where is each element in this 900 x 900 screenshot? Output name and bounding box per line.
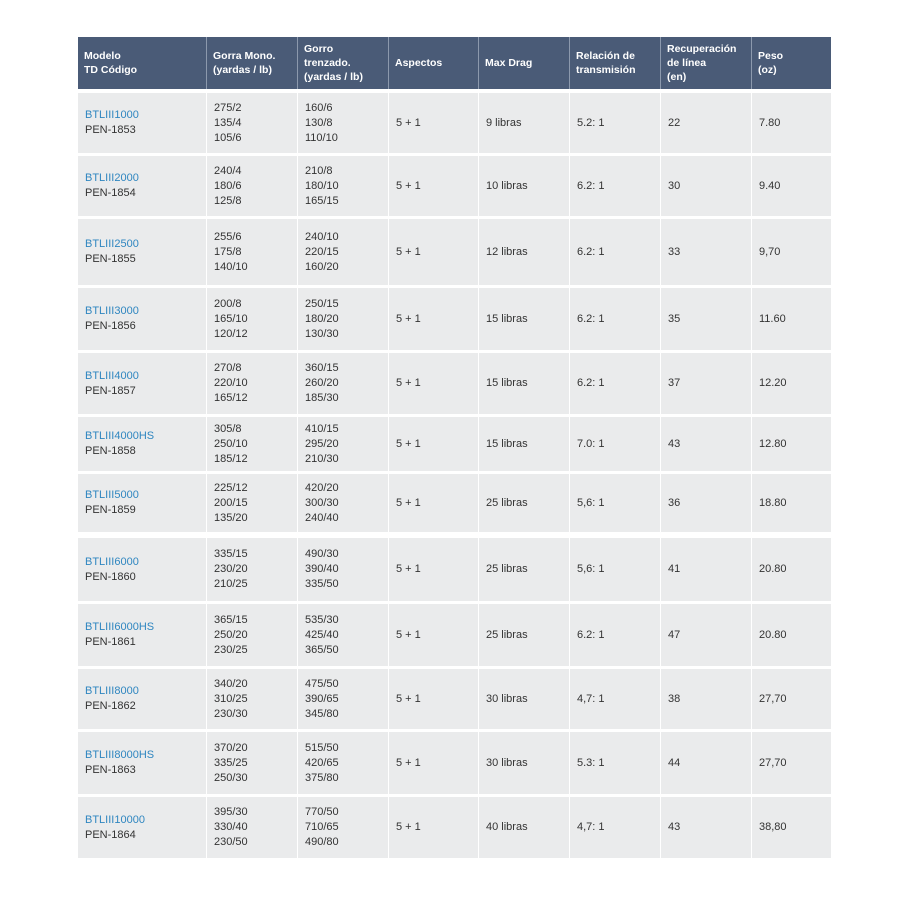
gear-ratio-cell: 6.2: 1 xyxy=(570,353,661,414)
model-stack xyxy=(85,748,154,778)
max-drag-cell: 15 libras xyxy=(479,417,570,471)
mono-stack xyxy=(214,101,242,146)
model-cell xyxy=(78,604,207,666)
model-cell xyxy=(78,797,207,858)
line-recovery-cell: 30 xyxy=(661,156,752,216)
model-stack xyxy=(85,620,154,650)
mono-stack xyxy=(214,230,248,275)
mono-capacity-value: 125/8 xyxy=(214,194,242,207)
header-line: (oz) xyxy=(758,64,777,76)
aspects-cell: 5 + 1 xyxy=(389,93,479,153)
model-stack xyxy=(85,429,154,459)
mono-capacity-cell xyxy=(207,732,298,794)
braid-capacity-cell xyxy=(298,797,389,858)
model-code: PEN-1860 xyxy=(85,570,136,583)
aspects-cell: 5 + 1 xyxy=(389,156,479,216)
mono-capacity-cell xyxy=(207,604,298,666)
max-drag-cell: 30 libras xyxy=(479,732,570,794)
braid-capacity-value: 185/30 xyxy=(305,392,339,404)
header-line: Max Drag xyxy=(485,57,533,69)
model-link[interactable]: BTLIII6000 xyxy=(85,555,139,568)
braid-capacity-value: 250/15 xyxy=(305,297,339,310)
mono-capacity-value: 185/12 xyxy=(214,452,248,465)
table-row xyxy=(78,353,831,414)
model-stack xyxy=(85,369,139,399)
weight-cell: 27,70 xyxy=(759,756,787,769)
braid-stack xyxy=(305,805,339,850)
mono-capacity-value: 200/8 xyxy=(214,297,242,310)
max-drag-cell: 25 libras xyxy=(479,538,570,601)
aspects-cell: 5 + 1 xyxy=(389,288,479,350)
header-line: Modelo xyxy=(84,50,121,62)
header-line: Recuperación xyxy=(667,43,737,55)
weight-cell: 27,70 xyxy=(759,692,787,705)
braid-capacity-cell xyxy=(298,219,389,285)
braid-capacity-value: 160/6 xyxy=(305,101,333,114)
line-recovery-cell: 47 xyxy=(661,604,752,666)
header-ratio xyxy=(570,37,661,89)
max-drag-cell: 10 libras xyxy=(479,156,570,216)
model-code: PEN-1857 xyxy=(85,384,136,397)
braid-capacity-cell xyxy=(298,156,389,216)
gear-ratio-cell: 4,7: 1 xyxy=(570,797,661,858)
weight-cell: 38,80 xyxy=(759,821,787,833)
mono-capacity-value: 275/2 xyxy=(214,101,242,114)
mono-capacity-cell xyxy=(207,288,298,350)
braid-capacity-value: 490/80 xyxy=(305,836,339,848)
header-mono xyxy=(207,37,298,89)
mono-capacity-value: 305/8 xyxy=(214,422,242,435)
header-model xyxy=(78,37,207,89)
table-header xyxy=(78,37,831,89)
aspects-cell: 5 + 1 xyxy=(389,474,479,532)
model-stack xyxy=(85,304,139,334)
weight-cell: 9.40 xyxy=(759,179,781,192)
braid-capacity-cell xyxy=(298,474,389,532)
weight-cell: 18.80 xyxy=(759,496,787,509)
mono-capacity-value: 230/20 xyxy=(214,563,248,575)
braid-capacity-value: 240/10 xyxy=(305,230,339,243)
model-code: PEN-1853 xyxy=(85,124,136,136)
line-recovery-cell: 37 xyxy=(661,353,752,414)
mono-capacity-cell xyxy=(207,417,298,471)
braid-capacity-value: 130/30 xyxy=(305,327,339,340)
model-code: PEN-1856 xyxy=(85,320,136,332)
max-drag-cell: 15 libras xyxy=(479,353,570,414)
braid-capacity-value: 180/20 xyxy=(305,312,339,325)
braid-capacity-value: 425/40 xyxy=(305,628,339,641)
braid-capacity-value: 295/20 xyxy=(305,437,339,450)
model-code: PEN-1864 xyxy=(85,828,136,841)
braid-capacity-value: 535/30 xyxy=(305,613,339,626)
max-drag-cell: 9 libras xyxy=(479,93,570,153)
model-link[interactable]: BTLIII4000HS xyxy=(85,430,155,442)
mono-capacity-value: 175/8 xyxy=(214,245,242,258)
table-row xyxy=(78,474,831,532)
aspects-cell: 5 + 1 xyxy=(389,353,479,414)
table-row xyxy=(78,669,831,729)
model-cell xyxy=(78,417,207,471)
header-line: Gorra Mono. xyxy=(213,50,276,62)
braid-capacity-value: 260/20 xyxy=(305,377,339,389)
mono-capacity-cell xyxy=(207,219,298,285)
mono-capacity-value: 210/25 xyxy=(214,578,248,590)
model-code: PEN-1858 xyxy=(85,445,136,457)
mono-stack xyxy=(214,547,248,592)
mono-capacity-value: 270/8 xyxy=(214,362,242,374)
gear-ratio-cell: 7.0: 1 xyxy=(570,417,661,471)
weight-cell: 7.80 xyxy=(759,116,781,129)
max-drag-cell: 40 libras xyxy=(479,797,570,858)
model-code: PEN-1859 xyxy=(85,504,136,516)
line-recovery-cell: 44 xyxy=(661,732,752,794)
table-row xyxy=(78,417,831,471)
mono-capacity-value: 335/25 xyxy=(214,756,248,769)
mono-capacity-value: 335/15 xyxy=(214,548,248,560)
mono-stack xyxy=(214,677,248,722)
braid-stack xyxy=(305,613,339,658)
model-stack xyxy=(85,108,139,138)
mono-capacity-cell xyxy=(207,669,298,729)
aspects-cell: 5 + 1 xyxy=(389,538,479,601)
mono-stack xyxy=(214,741,248,786)
model-cell xyxy=(78,219,207,285)
mono-capacity-cell xyxy=(207,353,298,414)
line-recovery-cell: 43 xyxy=(661,797,752,858)
braid-capacity-value: 515/50 xyxy=(305,741,339,754)
braid-capacity-cell xyxy=(298,538,389,601)
header-braid xyxy=(298,37,389,89)
table-row xyxy=(78,538,831,601)
braid-capacity-cell xyxy=(298,604,389,666)
mono-capacity-value: 310/25 xyxy=(214,692,248,705)
braid-stack xyxy=(305,677,339,722)
mono-capacity-value: 395/30 xyxy=(214,806,248,818)
model-link[interactable]: BTLIII5000 xyxy=(85,489,139,501)
braid-capacity-cell xyxy=(298,732,389,794)
mono-capacity-value: 180/6 xyxy=(214,179,242,192)
header-line: Relación de xyxy=(576,50,635,62)
braid-capacity-value: 420/65 xyxy=(305,756,339,769)
line-recovery-cell: 22 xyxy=(661,93,752,153)
model-stack xyxy=(85,684,139,714)
model-cell xyxy=(78,353,207,414)
header-line: (en) xyxy=(667,71,687,83)
gear-ratio-cell: 6.2: 1 xyxy=(570,156,661,216)
max-drag-cell: 25 libras xyxy=(479,474,570,532)
table-row xyxy=(78,604,831,666)
mono-capacity-value: 165/10 xyxy=(214,312,248,325)
model-link[interactable]: BTLIII4000 xyxy=(85,369,139,382)
header-weight xyxy=(752,37,831,89)
gear-ratio-cell: 6.2: 1 xyxy=(570,219,661,285)
model-link[interactable]: BTLIII8000 xyxy=(85,685,139,697)
braid-capacity-value: 360/15 xyxy=(305,362,339,374)
braid-capacity-value: 180/10 xyxy=(305,179,339,192)
braid-stack xyxy=(305,547,339,592)
header-line: Gorro trenzado. xyxy=(304,43,351,69)
model-code: PEN-1862 xyxy=(85,700,136,712)
braid-capacity-value: 130/8 xyxy=(305,116,333,129)
braid-stack xyxy=(305,361,339,406)
model-code: PEN-1863 xyxy=(85,764,136,776)
model-cell xyxy=(78,288,207,350)
gear-ratio-cell: 5,6: 1 xyxy=(570,474,661,532)
braid-capacity-value: 365/50 xyxy=(305,643,339,656)
model-cell xyxy=(78,156,207,216)
mono-capacity-value: 120/12 xyxy=(214,327,248,340)
model-cell xyxy=(78,669,207,729)
gear-ratio-cell: 5.3: 1 xyxy=(570,732,661,794)
braid-stack xyxy=(305,297,339,342)
braid-capacity-value: 335/50 xyxy=(305,578,339,590)
gear-ratio-cell: 5,6: 1 xyxy=(570,538,661,601)
braid-capacity-value: 220/15 xyxy=(305,245,339,258)
braid-capacity-value: 475/50 xyxy=(305,677,339,690)
mono-capacity-value: 105/6 xyxy=(214,131,242,144)
mono-capacity-value: 250/20 xyxy=(214,628,248,641)
header-line: (yardas / lb) xyxy=(213,64,272,76)
line-recovery-cell: 36 xyxy=(661,474,752,532)
table-row xyxy=(78,93,831,153)
header-recovery xyxy=(661,37,752,89)
gear-ratio-cell: 6.2: 1 xyxy=(570,604,661,666)
braid-stack xyxy=(305,164,339,209)
aspects-cell: 5 + 1 xyxy=(389,669,479,729)
aspects-cell: 5 + 1 xyxy=(389,797,479,858)
header-line: Aspectos xyxy=(395,57,443,69)
mono-capacity-value: 200/15 xyxy=(214,496,248,509)
table-row xyxy=(78,797,831,858)
mono-stack xyxy=(214,805,248,850)
mono-capacity-cell xyxy=(207,538,298,601)
mono-capacity-value: 230/30 xyxy=(214,707,248,720)
model-link[interactable]: BTLIII3000 xyxy=(85,305,139,317)
mono-capacity-value: 370/20 xyxy=(214,741,248,754)
table-row xyxy=(78,219,831,285)
line-recovery-cell: 43 xyxy=(661,417,752,471)
mono-capacity-value: 165/12 xyxy=(214,392,248,404)
table-row xyxy=(78,288,831,350)
aspects-cell: 5 + 1 xyxy=(389,732,479,794)
braid-capacity-cell xyxy=(298,669,389,729)
braid-capacity-cell xyxy=(298,353,389,414)
model-stack xyxy=(85,237,139,267)
aspects-cell: 5 + 1 xyxy=(389,604,479,666)
aspects-cell: 5 + 1 xyxy=(389,417,479,471)
braid-capacity-value: 710/65 xyxy=(305,821,339,833)
braid-stack xyxy=(305,422,339,467)
mono-capacity-value: 135/4 xyxy=(214,116,242,129)
braid-capacity-cell xyxy=(298,417,389,471)
line-recovery-cell: 35 xyxy=(661,288,752,350)
mono-capacity-value: 250/30 xyxy=(214,771,248,784)
mono-capacity-value: 255/6 xyxy=(214,230,242,243)
braid-capacity-value: 345/80 xyxy=(305,707,339,720)
line-recovery-cell: 33 xyxy=(661,219,752,285)
model-cell xyxy=(78,93,207,153)
model-code: PEN-1855 xyxy=(85,253,136,265)
weight-cell: 9,70 xyxy=(759,245,781,258)
model-cell xyxy=(78,732,207,794)
braid-capacity-value: 420/20 xyxy=(305,481,339,494)
braid-stack xyxy=(305,481,339,526)
braid-capacity-value: 240/40 xyxy=(305,511,339,524)
mono-capacity-value: 240/4 xyxy=(214,164,242,177)
weight-cell: 20.80 xyxy=(759,628,787,641)
braid-stack xyxy=(305,101,338,146)
max-drag-cell: 12 libras xyxy=(479,219,570,285)
model-stack xyxy=(85,813,145,843)
mono-stack xyxy=(214,613,248,658)
header-max-drag xyxy=(479,37,570,89)
braid-capacity-value: 210/30 xyxy=(305,452,339,465)
mono-capacity-value: 135/20 xyxy=(214,511,248,524)
braid-capacity-value: 210/8 xyxy=(305,164,333,177)
gear-ratio-cell: 6.2: 1 xyxy=(570,288,661,350)
mono-capacity-value: 250/10 xyxy=(214,437,248,450)
weight-cell: 20.80 xyxy=(759,563,787,575)
header-line: de línea xyxy=(667,57,707,69)
mono-stack xyxy=(214,297,248,342)
braid-capacity-value: 490/30 xyxy=(305,548,339,560)
braid-capacity-value: 165/15 xyxy=(305,194,339,207)
line-recovery-cell: 38 xyxy=(661,669,752,729)
mono-stack xyxy=(214,361,248,406)
braid-capacity-cell xyxy=(298,93,389,153)
mono-stack xyxy=(214,422,248,467)
gear-ratio-cell: 5.2: 1 xyxy=(570,93,661,153)
weight-cell: 12.20 xyxy=(759,377,787,389)
braid-capacity-value: 160/20 xyxy=(305,260,339,273)
model-stack xyxy=(85,555,139,585)
model-stack xyxy=(85,171,139,201)
table-row xyxy=(78,156,831,216)
header-line: (yardas / lb) xyxy=(304,71,363,83)
braid-capacity-value: 375/80 xyxy=(305,771,339,784)
model-stack xyxy=(85,488,139,518)
mono-capacity-cell xyxy=(207,797,298,858)
max-drag-cell: 15 libras xyxy=(479,288,570,350)
model-link[interactable]: BTLIII6000HS xyxy=(85,621,155,633)
gear-ratio-cell: 4,7: 1 xyxy=(570,669,661,729)
mono-capacity-value: 340/20 xyxy=(214,677,248,690)
braid-capacity-cell xyxy=(298,288,389,350)
model-link[interactable]: BTLIII10000 xyxy=(85,813,145,826)
mono-capacity-cell xyxy=(207,474,298,532)
mono-capacity-value: 330/40 xyxy=(214,821,248,833)
model-cell xyxy=(78,538,207,601)
model-code: PEN-1861 xyxy=(85,636,136,648)
model-link[interactable]: BTLIII8000HS xyxy=(85,749,155,761)
mono-capacity-value: 230/50 xyxy=(214,836,248,848)
braid-capacity-value: 390/65 xyxy=(305,692,339,705)
braid-capacity-value: 390/40 xyxy=(305,563,339,575)
aspects-cell: 5 + 1 xyxy=(389,219,479,285)
max-drag-cell: 30 libras xyxy=(479,669,570,729)
max-drag-cell: 25 libras xyxy=(479,604,570,666)
model-link[interactable]: BTLIII2500 xyxy=(85,238,139,250)
braid-capacity-value: 300/30 xyxy=(305,496,339,509)
braid-capacity-value: 770/50 xyxy=(305,806,339,818)
model-cell xyxy=(78,474,207,532)
model-link[interactable]: BTLIII2000 xyxy=(85,172,139,184)
line-recovery-cell: 41 xyxy=(661,538,752,601)
header-line: Peso xyxy=(758,50,784,62)
model-link[interactable]: BTLIII1000 xyxy=(85,109,139,121)
header-line: transmisión xyxy=(576,64,636,76)
braid-capacity-value: 110/10 xyxy=(305,131,338,144)
header-line: TD Código xyxy=(84,64,138,76)
mono-stack xyxy=(214,164,242,209)
weight-cell: 12.80 xyxy=(759,437,787,450)
braid-capacity-value: 410/15 xyxy=(305,422,339,435)
header-aspects xyxy=(389,37,479,89)
mono-capacity-value: 140/10 xyxy=(214,260,248,273)
braid-stack xyxy=(305,230,339,275)
mono-capacity-cell xyxy=(207,156,298,216)
mono-capacity-value: 230/25 xyxy=(214,643,248,656)
mono-capacity-cell xyxy=(207,93,298,153)
table-body xyxy=(78,93,831,858)
model-code: PEN-1854 xyxy=(85,187,136,199)
mono-capacity-value: 365/15 xyxy=(214,613,248,626)
mono-capacity-value: 220/10 xyxy=(214,377,248,389)
braid-stack xyxy=(305,741,339,786)
table-row xyxy=(78,732,831,794)
mono-capacity-value: 225/12 xyxy=(214,481,248,494)
mono-stack xyxy=(214,481,248,526)
weight-cell: 11.60 xyxy=(759,312,786,325)
specs-table xyxy=(78,37,831,861)
